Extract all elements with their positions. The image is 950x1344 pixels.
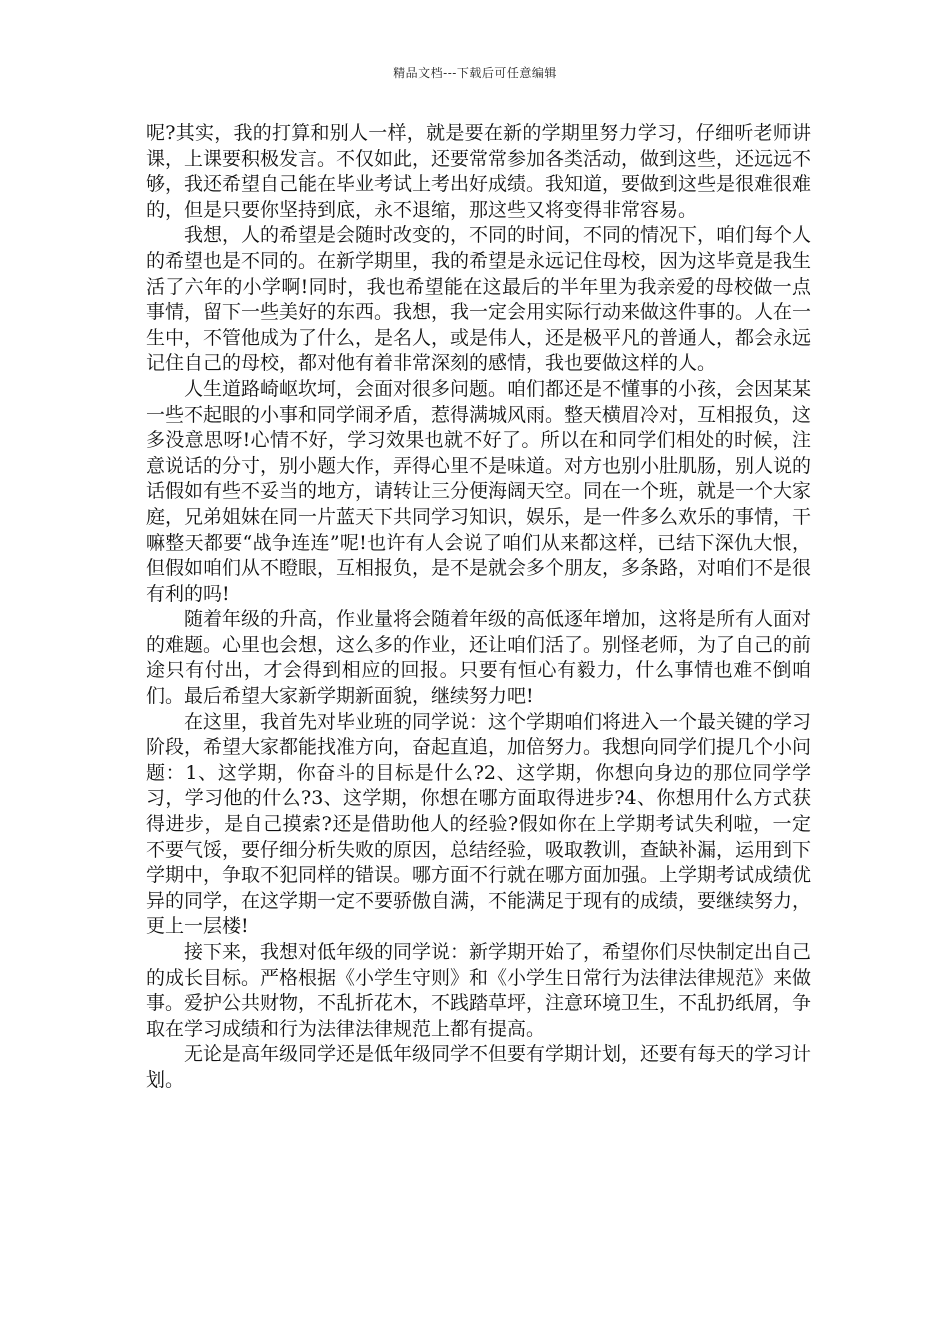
paragraph: 在这里，我首先对毕业班的同学说：这个学期咱们将进入一个最关键的学习阶段，希望大家都能找准方向，奋起直追，加倍努力。我想向同学们提几个小问题：1、这学期，你奋斗的目标是什么?2、这学期，你想向身边的那位同学学习，学习他的什么?3、这学期，你想在哪方面取得进步?4、你想用什么方式获得进步，是自己摸索?还是借助他人的经验?假如你在上学期考试失利啦，一定不要气馁，要仔细分析失败的原因，总结经验，吸取教训，查缺补漏，运用到下学期中，争取不犯同样的错误。哪方面不行就在哪方面加强。上学期考试成绩优异的同学，在这学期一定不要骄傲自满，不能满足于现有的成绩，要继续努力，更上一层楼! — [146, 710, 812, 938]
document-body — [146, 121, 811, 1094]
paragraph: 随着年级的升高，作业量将会随着年级的高低逐年增加，这将是所有人面对的难题。心里也会想，这么多的作业，还让咱们活了。别怪老师，为了自己的前途只有付出，才会得到相应的回报。只要有恒心有毅力，什么事情也难不倒咱们。最后希望大家新学期新面貌，继续努力吧! — [146, 608, 812, 708]
paragraph: 接下来，我想对低年级的同学说：新学期开始了，希望你们尽快制定出自己的成长目标。严格根据《小学生守则》和《小学生日常行为法律法律规范》来做事。爱护公共财物，不乱折花木，不践踏草坪，注意环境卫生，不乱扔纸屑，争取在学习成绩和行为法律法律规范上都有提高。 — [146, 941, 812, 1040]
paragraph-continuation: 呢?其实，我的打算和别人一样，就是要在新的学期里努力学习，仔细听老师讲课，上课要积极发言。不仅如此，还要常常参加各类活动，做到这些，还远远不够，我还希望自己能在毕业考试上考出好成绩。我知道，要做到这些是很难很难的，但是只要你坚持到底，永不退缩，那这些又将变得非常容易。 — [146, 122, 812, 221]
paragraph: 人生道路崎岖坎坷，会面对很多问题。咱们都还是不懂事的小孩，会因某某一些不起眼的小事和同学闹矛盾，惹得满城风雨。整天横眉冷对，互相报负，这多没意思呀!心情不好，学习效果也就不好了。所以在和同学们相处的时候，注意说话的分寸，别小题大作，弄得心里不是味道。对方也别小肚肌肠，别人说的话假如有些不妥当的地方，请转让三分便海阔天空。同在一个班，就是一个大家庭，兄弟姐妹在同一片蓝天下共同学习知识，娱乐，是一件多么欢乐的事情，干嘛整天都要“战争连连”呢!也许有人会说了咱们从来都这样，已结下深仇大恨，但假如咱们从不瞪眼，互相报负，是不是就会多个朋友，多条路，对咱们不是很有利的吗! — [146, 377, 812, 605]
paragraph: 我想，人的希望是会随时改变的，不同的时间，不同的情况下，咱们每个人的希望也是不同的。在新学期里，我的希望是永远记住母校，因为这毕竟是我生活了六年的小学啊!同时，我也希望能在这最后的半年里为我亲爱的母校做一点事情，留下一些美好的东西。我想，我一定会用实际行动来做这件事的。人在一生中，不管他成为了什么，是名人，或是伟人，还是极平凡的普通人，都会永远记住自己的母校，都对他有着非常深刻的感情，我也要做这样的人。 — [146, 224, 812, 375]
page-header: 精品文档---下载后可任意编辑 — [393, 66, 557, 80]
paragraph: 无论是高年级同学还是低年级同学不但要有学期计划，还要有每天的学习计划。 — [146, 1043, 812, 1091]
